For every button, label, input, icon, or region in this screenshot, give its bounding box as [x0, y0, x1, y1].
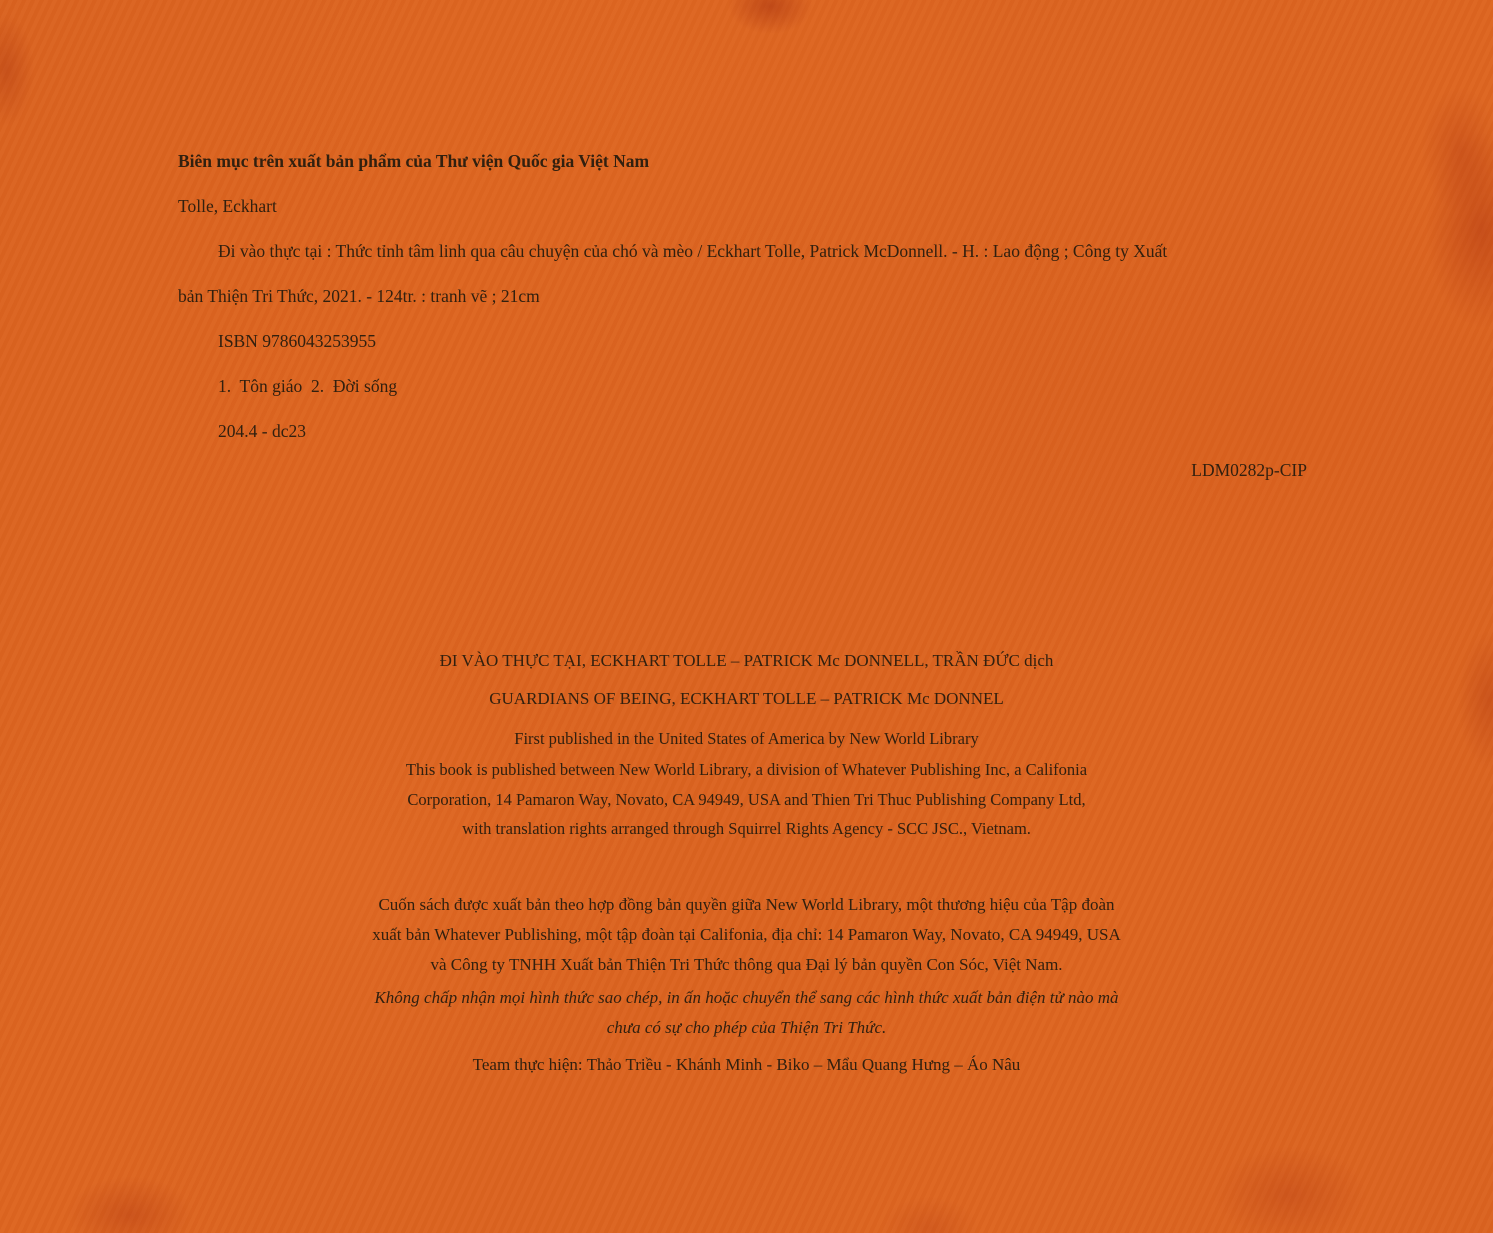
title-english: GUARDIANS OF BEING, ECKHART TOLLE – PATRICK Mc DONNEL	[489, 689, 1004, 708]
rights-line2: xuất bản Whatever Publishing, một tập đoàn tại Califonia, địa chỉ: 14 Pamaron Way, Novato, CA 94949, USA	[372, 925, 1121, 944]
cip-description-line2: bản Thiện Tri Thức, 2021. - 124tr. : tranh vẽ ; 21cm	[178, 286, 540, 306]
cip-isbn: ISBN 9786043253955	[218, 331, 376, 351]
team-credits: Team thực hiện: Thảo Triều - Khánh Minh - Biko – Mẩu Quang Hưng – Áo Nâu	[472, 1055, 1021, 1074]
first-published-line: First published in the United States of America by New World Library	[514, 729, 979, 748]
publication-credits-block	[0, 642, 1493, 844]
cip-heading: Biên mục trên xuất bản phẩm của Thư viện Quốc gia Việt Nam	[178, 151, 650, 171]
cip-block	[178, 139, 1328, 454]
copy-notice-line2: chưa có sự cho phép của Thiện Tri Thức.	[606, 1018, 887, 1037]
title-vietnamese: ĐI VÀO THỰC TẠI, ECKHART TOLLE – PATRICK Mc DONNELL, TRẦN ĐỨC dịch	[439, 651, 1054, 670]
rights-line3: và Công ty TNHH Xuất bản Thiện Tri Thức thông qua Đại lý bản quyền Con Sóc, Việt Nam.	[430, 955, 1063, 974]
cip-dewey: 204.4 - dc23	[218, 421, 306, 441]
rights-and-team-block	[0, 890, 1493, 1080]
publish-line1: This book is published between New World Library, a division of Whatever Publishing Inc, a Califonia	[405, 760, 1088, 779]
publish-line3: with translation rights arranged through Squirrel Rights Agency - SCC JSC., Vietnam.	[462, 819, 1031, 838]
cip-author: Tolle, Eckhart	[178, 196, 277, 216]
copy-notice-line1: Không chấp nhận mọi hình thức sao chép, in ấn hoặc chuyển thể sang các hình thức xuất bản điện tử nào mà	[374, 988, 1119, 1007]
cip-subjects: 1. Tôn giáo 2. Đời sống	[218, 376, 398, 396]
rights-line1: Cuốn sách được xuất bản theo hợp đồng bản quyền giữa New World Library, một thương hiệu của Tập đoàn	[378, 895, 1115, 914]
cip-code: LDM0282p-CIP	[1191, 460, 1307, 480]
publish-line2: Corporation, 14 Pamaron Way, Novato, CA 94949, USA and Thien Tri Thuc Publishing Company Ltd,	[407, 789, 1086, 809]
cip-description-line1: Đi vào thực tại : Thức tỉnh tâm linh qua câu chuyện của chó và mèo / Eckhart Tolle, Patrick McDonnell. - H. : Lao động ; Công ty Xuất	[218, 241, 1168, 261]
